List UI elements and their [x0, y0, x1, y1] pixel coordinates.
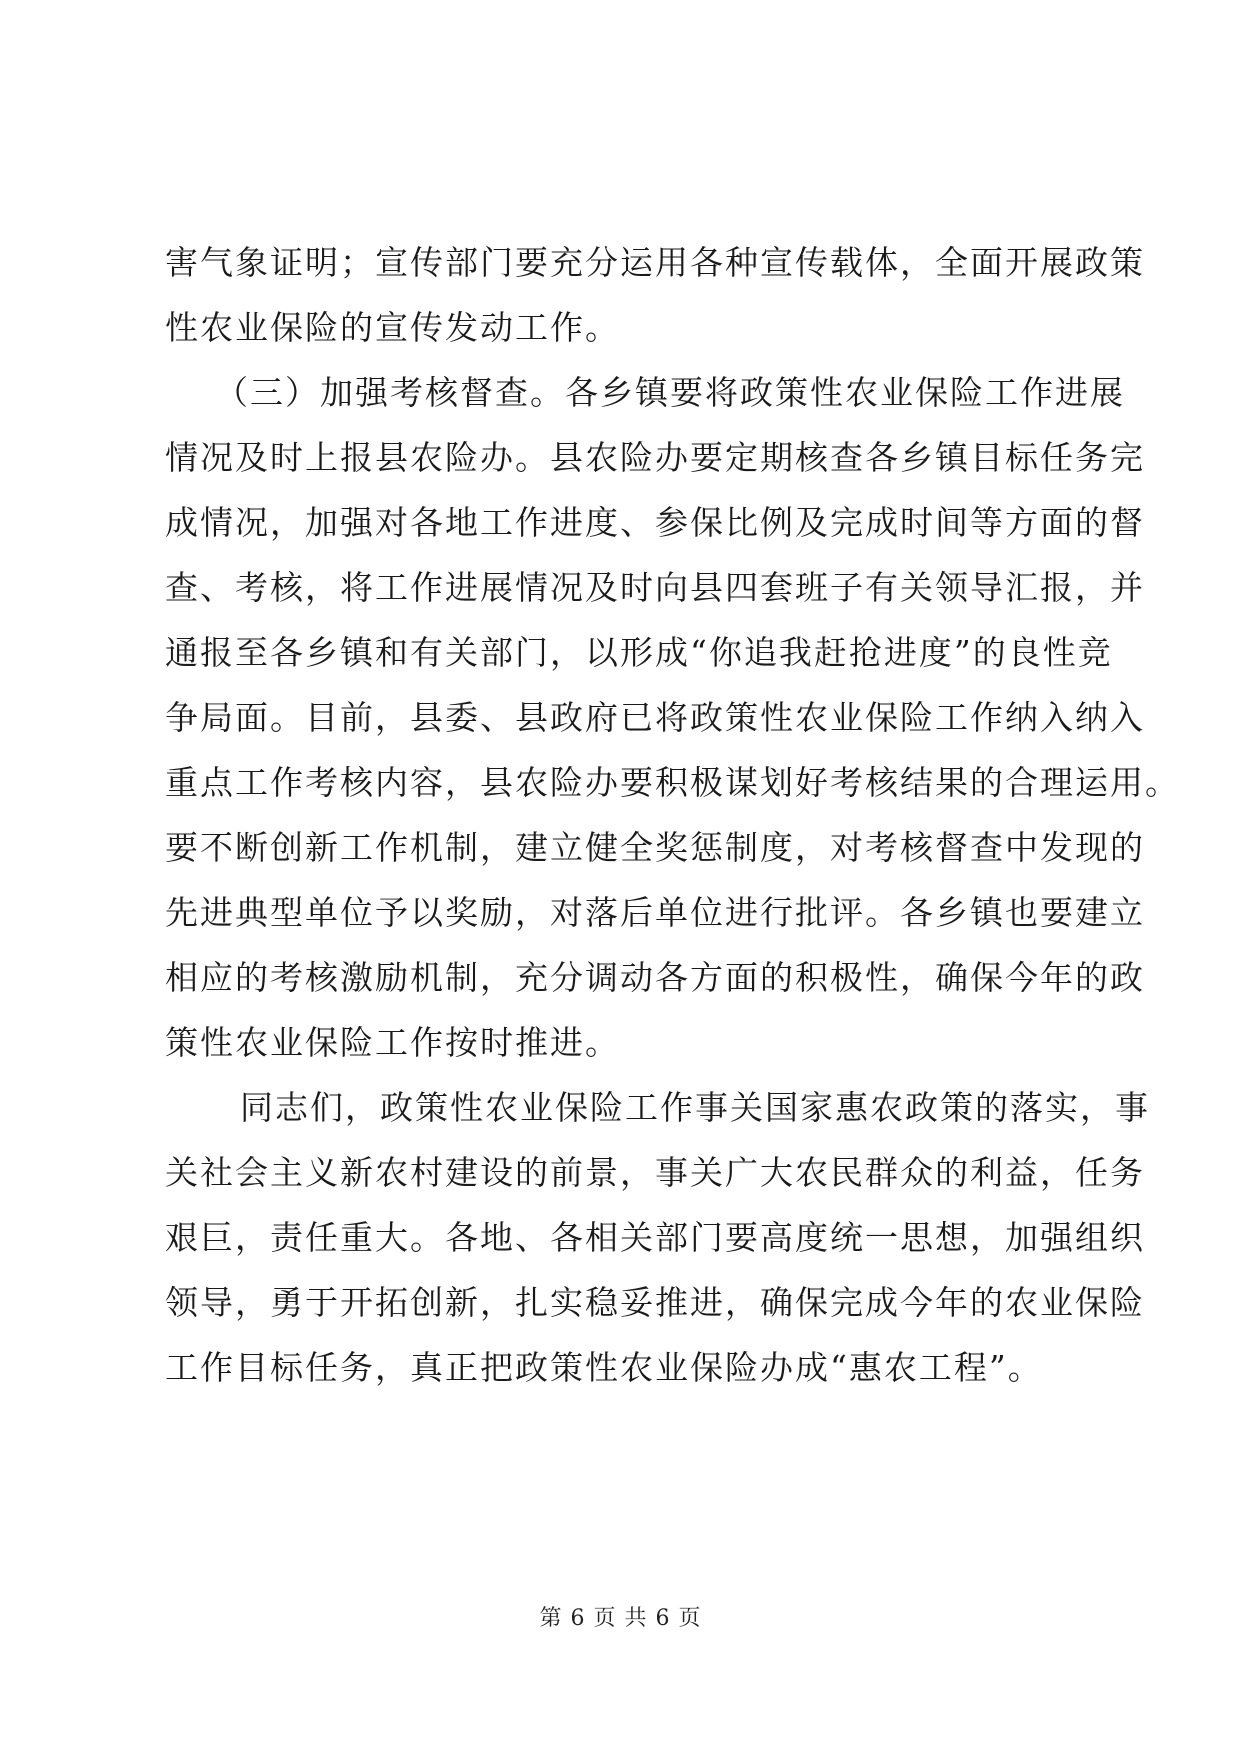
text-line: 重点工作考核内容，县农险办要积极谋划好考核结果的合理运用。 — [165, 763, 1180, 802]
page-footer — [0, 1601, 1241, 1632]
text-line: 害气象证明；宣传部门要充分运用各种宣传载体，全面开展政策 — [165, 243, 1145, 282]
text-line: 性农业保险的宣传发动工作。 — [165, 308, 620, 347]
text-line: 先进典型单位予以奖励，对落后单位进行批评。各乡镇也要建立 — [165, 893, 1145, 932]
text-line: 通报至各乡镇和有关部门，以形成“你追我赶抢进度”的良性竞 — [165, 633, 1113, 672]
text-line: 成情况，加强对各地工作进度、参保比例及完成时间等方面的督 — [165, 503, 1145, 542]
text-line: 关社会主义新农村建设的前景，事关广大农民群众的利益，任务 — [165, 1153, 1145, 1192]
text-line: 策性农业保险工作按时推进。 — [165, 1023, 620, 1062]
text-line: 情况及时上报县农险办。县农险办要定期核查各乡镇目标任务完 — [165, 438, 1145, 477]
page-number: 第 6 页 共 6 页 — [539, 1606, 702, 1631]
text-line: 同志们，政策性农业保险工作事关国家惠农政策的落实，事 — [240, 1088, 1150, 1127]
text-line: 要不断创新工作机制，建立健全奖惩制度，对考核督查中发现的 — [165, 828, 1145, 867]
text-line: 工作目标任务，真正把政策性农业保险办成“惠农工程”。 — [165, 1348, 1043, 1387]
text-line: 艰巨，责任重大。各地、各相关部门要高度统一思想，加强组织 — [165, 1218, 1145, 1257]
text-line: 查、考核，将工作进展情况及时向县四套班子有关领导汇报，并 — [165, 568, 1145, 607]
text-line: 争局面。目前，县委、县政府已将政策性农业保险工作纳入纳入 — [165, 698, 1145, 737]
document-body — [165, 230, 1180, 1400]
text-line: （三）加强考核督查。各乡镇要将政策性农业保险工作进展 — [215, 373, 1125, 412]
text-line: 相应的考核激励机制，充分调动各方面的积极性，确保今年的政 — [165, 958, 1145, 997]
text-line: 领导，勇于开拓创新，扎实稳妥推进，确保完成今年的农业保险 — [165, 1283, 1145, 1322]
